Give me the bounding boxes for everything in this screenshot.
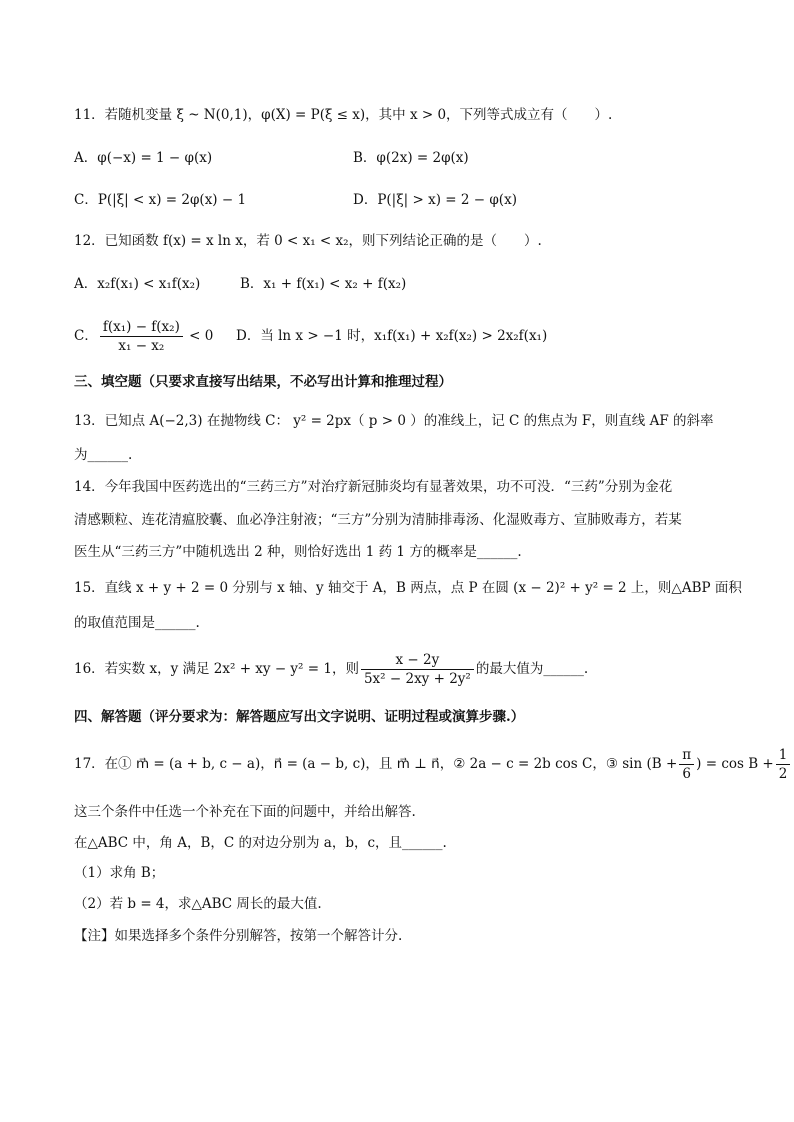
q13-line1: 13．已知点 A(−2,3) 在抛物线 C： y² = 2px（ p > 0 ）的准线上，记 C 的焦点为 F，则直线 AF 的斜率 — [74, 413, 714, 429]
q17-pi-fraction — [679, 746, 694, 783]
q17-line3: 在△ABC 中，角 A，B，C 的对边分别为 a，b，c，且______. — [74, 835, 447, 851]
q17-half-fraction — [776, 746, 791, 783]
q12-option-a: A．x₂f(x₁) < x₁f(x₂) — [74, 276, 201, 292]
q12-option-d: D．当 ln x > −1 时，x₁f(x₁) + x₂f(x₂) > 2x₂f(x₁) — [236, 328, 548, 344]
q17-half-numerator: 1 — [776, 746, 791, 765]
q12-option-b: B．x₁ + f(x₁) < x₂ + f(x₂) — [240, 276, 407, 292]
q12-option-c-fraction — [100, 318, 183, 355]
q11-option-d: D．P(|ξ| > x) = 2 − φ(x) — [353, 192, 517, 208]
q16-fraction — [361, 651, 474, 688]
q12-option-c-numerator: f(x₁) − f(x₂) — [100, 318, 183, 337]
q14-line3: 医生从“三药三方”中随机选出 2 种，则恰好选出 1 药 1 方的概率是______. — [74, 544, 522, 560]
section-fill-in-heading: 三、填空题（只要求直接写出结果，不必写出计算和推理过程） — [74, 374, 452, 390]
section-answer-heading: 四、解答题（评分要求为：解答题应写出文字说明、证明过程或演算步骤.） — [74, 709, 525, 725]
q16 — [74, 647, 588, 691]
q12-option-c-tail: < 0 — [189, 328, 214, 344]
q17-half-denominator: 2 — [778, 766, 788, 782]
q16-numerator: x − 2y — [361, 651, 474, 670]
q14-line2: 清感颗粒、连花清瘟胶囊、血必净注射液；“三方”分别为清肺排毒汤、化湿败毒方、宣肺败毒方，若某 — [74, 512, 682, 528]
q17-pi-denominator: 6 — [682, 766, 692, 782]
q16-lead: 16．若实数 x，y 满足 2x² + xy − y² = 1，则 — [74, 661, 359, 677]
q12-stem: 12．已知函数 f(x) = x ln x，若 0 < x₁ < x₂，则下列结论正确的是（ ）. — [74, 233, 542, 249]
q14-line1: 14．今年我国中医药选出的“三药三方”对治疗新冠肺炎均有显著效果，功不可没．“三药”分别为金花 — [74, 479, 673, 495]
q11-option-b: B．φ(2x) = 2φ(x) — [353, 150, 469, 166]
q12-option-c-denominator: x₁ − x₂ — [118, 338, 165, 354]
q16-denominator: 5x² − 2xy + 2y² — [363, 671, 471, 687]
q17-part2: （2）若 b = 4，求△ABC 周长的最大值. — [74, 896, 322, 912]
q13-line2: 为______. — [74, 447, 133, 463]
q16-tail: 的最大值为______. — [475, 661, 589, 677]
q17-note: 【注】如果选择多个条件分别解答，按第一个解答计分. — [74, 928, 403, 944]
q17-pi-numerator: π — [679, 746, 694, 765]
q15-line1: 15．直线 x + y + 2 = 0 分别与 x 轴、y 轴交于 A，B 两点，点 P 在圆 (x − 2)² + y² = 2 上，则△ABP 面积 — [74, 580, 742, 596]
q17-conditions — [74, 742, 792, 786]
q11-stem: 11．若随机变量 ξ ~ N(0,1)，φ(X) = P(ξ ≤ x)，其中 x > 0，下列等式成立有（ ）. — [74, 107, 613, 123]
q17-paren-close: ) = cos B + — [696, 756, 774, 772]
q17-line2: 这三个条件中任选一个补充在下面的问题中，并给出解答. — [74, 804, 416, 820]
q11-option-c: C．P(|ξ| < x) = 2φ(x) − 1 — [74, 192, 247, 208]
q12-option-c — [74, 315, 213, 357]
q17-lead: 17．在① m⃗ = (a + b, c − a)，n⃗ = (a − b, c)，且 m⃗ ⊥ n⃗，② 2a − c = 2b cos C，③ sin — [74, 756, 643, 772]
q17-paren-open: (B + — [646, 756, 678, 772]
q12-option-c-label: C． — [74, 328, 98, 344]
q11-option-a: A．φ(−x) = 1 − φ(x) — [74, 150, 213, 166]
q15-line2: 的取值范围是______. — [74, 615, 200, 631]
q17-part1: （1）求角 B； — [74, 865, 165, 881]
